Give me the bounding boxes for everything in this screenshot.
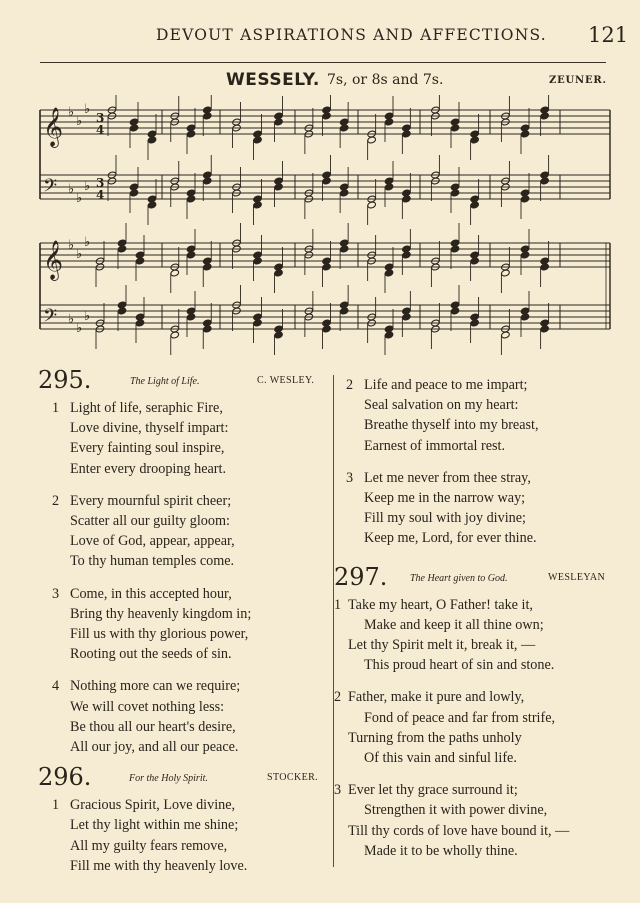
note-head <box>186 313 195 321</box>
verse-line: This proud heart of sin and stone. <box>364 657 555 674</box>
stanza-number: 2 <box>52 492 60 509</box>
treble-clef-icon: 𝄞 <box>43 107 64 147</box>
note-head <box>520 130 529 138</box>
note-head <box>322 263 331 271</box>
stanza-number: 2 <box>346 377 354 393</box>
tune-heading <box>0 70 640 92</box>
left-column <box>38 368 330 876</box>
verse-line: Of this vain and sinful life. <box>364 750 517 767</box>
verse-line: Love divine, thyself impart: <box>70 420 229 437</box>
hymn-number: 297. <box>334 562 388 591</box>
tune-composer: ZEUNER. <box>549 75 607 86</box>
verse-line: Every mournful spirit cheer; <box>70 492 232 509</box>
flat-sign-icon: ♭ <box>84 309 91 324</box>
hymn-subtitle: The Heart given to God. <box>410 572 508 584</box>
note-head <box>367 136 376 144</box>
note-head <box>203 112 212 120</box>
hymn-number: 296. <box>38 763 92 792</box>
note-head <box>339 124 348 132</box>
verse-line: Made it to be wholly thine. <box>364 842 518 859</box>
verse-line: Life and peace to me impart; <box>364 377 528 393</box>
note-head <box>470 201 479 209</box>
verse-line: Love of God, appear, appear, <box>70 533 235 550</box>
stanza-number: 2 <box>334 689 342 706</box>
hymn-author: STOCKER. <box>267 772 319 784</box>
verse-line: Enter every drooping heart. <box>70 460 227 477</box>
stanza <box>52 491 330 572</box>
note-head <box>402 195 411 203</box>
verse-line: Nothing more can we require; <box>70 678 241 695</box>
note-head <box>203 325 212 333</box>
note-head <box>322 325 331 333</box>
verse-line: Every fainting soul inspire, <box>70 440 225 457</box>
flat-sign-icon: ♭ <box>68 105 75 120</box>
tune-name: WESSELY. <box>226 70 320 90</box>
note-head <box>384 183 393 191</box>
stanza <box>346 468 636 549</box>
stanza-number: 4 <box>52 678 60 695</box>
note-head <box>450 189 459 197</box>
note-head <box>186 130 195 138</box>
note-head <box>129 124 138 132</box>
flat-sign-icon: ♭ <box>84 102 91 117</box>
verse-line: Ever let thy grace surround it; <box>348 782 518 799</box>
note-head <box>450 245 459 253</box>
flat-sign-icon: ♭ <box>76 247 83 262</box>
stanza-number: 1 <box>52 797 60 814</box>
stanza <box>52 398 330 479</box>
verse-line: Come, in this accepted hour, <box>70 585 232 602</box>
note-head <box>520 195 529 203</box>
note-head <box>274 183 283 191</box>
note-head <box>274 331 283 339</box>
page-number: 121 <box>588 23 629 47</box>
verse-line: Father, make it pure and lowly, <box>348 689 525 706</box>
hymn-subtitle: The Light of Life. <box>130 376 200 387</box>
verse-line: Breathe thyself into my breast, <box>364 417 539 434</box>
note-head <box>339 189 348 197</box>
time-signature: 4 <box>96 123 105 137</box>
verse-line: Fill me with thy heavenly love. <box>70 857 248 874</box>
note-head <box>253 201 262 209</box>
note-head <box>203 177 212 185</box>
verse-line: Gracious Spirit, Love divine, <box>70 797 236 814</box>
stanza <box>334 780 636 861</box>
note-head <box>186 195 195 203</box>
note-head <box>322 177 331 185</box>
header-rule <box>40 62 606 63</box>
verse-line: Rooting out the seeds of sin. <box>70 646 232 663</box>
verse-line: Bring thy heavenly kingdom in; <box>70 605 252 622</box>
stanza <box>334 595 636 676</box>
stanza <box>52 795 330 876</box>
note-head <box>470 257 479 265</box>
note-head <box>253 136 262 144</box>
stanza <box>52 584 330 665</box>
stanza-number: 3 <box>334 782 342 799</box>
flat-sign-icon: ♭ <box>68 182 75 197</box>
note-head <box>450 124 459 132</box>
verse-line: Seal salvation on my heart: <box>364 397 519 414</box>
verse-line: Scatter all our guilty gloom: <box>70 513 230 530</box>
flat-sign-icon: ♭ <box>68 312 75 327</box>
verse-line: Strengthen it with power divine, <box>364 802 548 819</box>
note-head <box>501 331 510 339</box>
verse-line: All my guilty fears remove, <box>70 837 228 854</box>
verse-line: Turning from the paths unholy <box>348 729 522 746</box>
verse-line: Till thy cords of love have bound it, — <box>348 822 570 839</box>
treble-clef-icon: 𝄞 <box>43 240 64 280</box>
music-score <box>0 95 640 365</box>
note-head <box>129 189 138 197</box>
hymn-author: WESLEYAN <box>548 571 606 583</box>
verse-line: To thy human temples come. <box>70 553 235 570</box>
hymn-295-heading <box>38 368 330 398</box>
note-head <box>135 319 144 327</box>
hymn-author: C. WESLEY. <box>257 375 315 386</box>
note-head <box>384 269 393 277</box>
verse-line: Let thy Spirit melt it, break it, — <box>348 637 536 654</box>
flat-sign-icon: ♭ <box>76 114 83 129</box>
flat-sign-icon: ♭ <box>84 235 91 250</box>
flat-sign-icon: ♭ <box>68 238 75 253</box>
note-head <box>540 177 549 185</box>
stanza-number: 1 <box>334 596 342 613</box>
note-head <box>117 307 126 315</box>
stanza <box>334 687 636 768</box>
stanza <box>52 676 330 757</box>
stanza-number: 3 <box>346 469 354 486</box>
note-head <box>402 251 411 259</box>
time-signature: 4 <box>96 188 105 202</box>
verse-line: Be thou all our heart's desire, <box>70 718 236 735</box>
note-head <box>186 251 195 259</box>
verse-line: Take my heart, O Father! take it, <box>348 596 533 613</box>
right-column <box>334 375 636 861</box>
note-head <box>384 331 393 339</box>
time-signature: 3 <box>96 176 105 190</box>
verse-line: Fond of peace and far from strife, <box>364 709 556 726</box>
verse-line: We will covet nothing less: <box>70 698 225 715</box>
bass-clef-icon: 𝄢 <box>43 176 58 201</box>
verse-line: Fill my soul with joy divine; <box>364 510 526 527</box>
note-head <box>540 325 549 333</box>
stanza <box>346 375 636 456</box>
note-head <box>470 136 479 144</box>
note-head <box>540 112 549 120</box>
note-head <box>147 136 156 144</box>
verse-line: Let thy light within me shine; <box>70 817 239 834</box>
note-head <box>339 307 348 315</box>
note-head <box>339 245 348 253</box>
note-head <box>470 319 479 327</box>
verse-line: Earnest of immortal rest. <box>364 437 506 454</box>
tune-meter: 7s, or 8s and 7s. <box>327 72 444 88</box>
verse-line: All our joy, and all our peace. <box>70 739 239 756</box>
hymn-297-heading <box>334 562 636 595</box>
note-head <box>367 201 376 209</box>
note-head <box>117 245 126 253</box>
time-signature: 3 <box>96 111 105 125</box>
stanza-number: 1 <box>52 400 60 416</box>
bass-clef-icon: 𝄢 <box>43 306 58 331</box>
verse-line: Keep me in the narrow way; <box>364 490 526 507</box>
verse-line: Let me never from thee stray, <box>364 469 531 486</box>
page-header <box>0 23 640 50</box>
flat-sign-icon: ♭ <box>76 321 83 336</box>
hymn-subtitle: For the Holy Spirit. <box>129 773 208 785</box>
note-head <box>253 257 262 265</box>
note-head <box>540 263 549 271</box>
note-head <box>402 313 411 321</box>
note-head <box>274 269 283 277</box>
verse-line: Keep me, Lord, for ever thine. <box>364 530 537 547</box>
verse-line: Make and keep it all thine own; <box>364 616 544 633</box>
note-head <box>170 331 179 339</box>
note-head <box>384 118 393 126</box>
running-title: DEVOUT ASPIRATIONS AND AFFECTIONS. <box>156 26 547 44</box>
note-head <box>170 269 179 277</box>
hymn-number: 295. <box>38 366 92 394</box>
note-head <box>501 269 510 277</box>
flat-sign-icon: ♭ <box>84 179 91 194</box>
note-head <box>253 319 262 327</box>
stanza-number: 3 <box>52 585 60 602</box>
note-head <box>450 307 459 315</box>
note-head <box>520 313 529 321</box>
flat-sign-icon: ♭ <box>76 191 83 206</box>
note-head <box>203 263 212 271</box>
note-head <box>274 118 283 126</box>
note-head <box>402 130 411 138</box>
verse-line: Fill us with thy glorious power, <box>70 626 249 643</box>
note-head <box>135 257 144 265</box>
verse-line: Light of life, seraphic Fire, <box>70 400 223 416</box>
note-head <box>322 112 331 120</box>
hymn-296-heading <box>38 765 330 795</box>
note-head <box>147 201 156 209</box>
note-head <box>520 251 529 259</box>
